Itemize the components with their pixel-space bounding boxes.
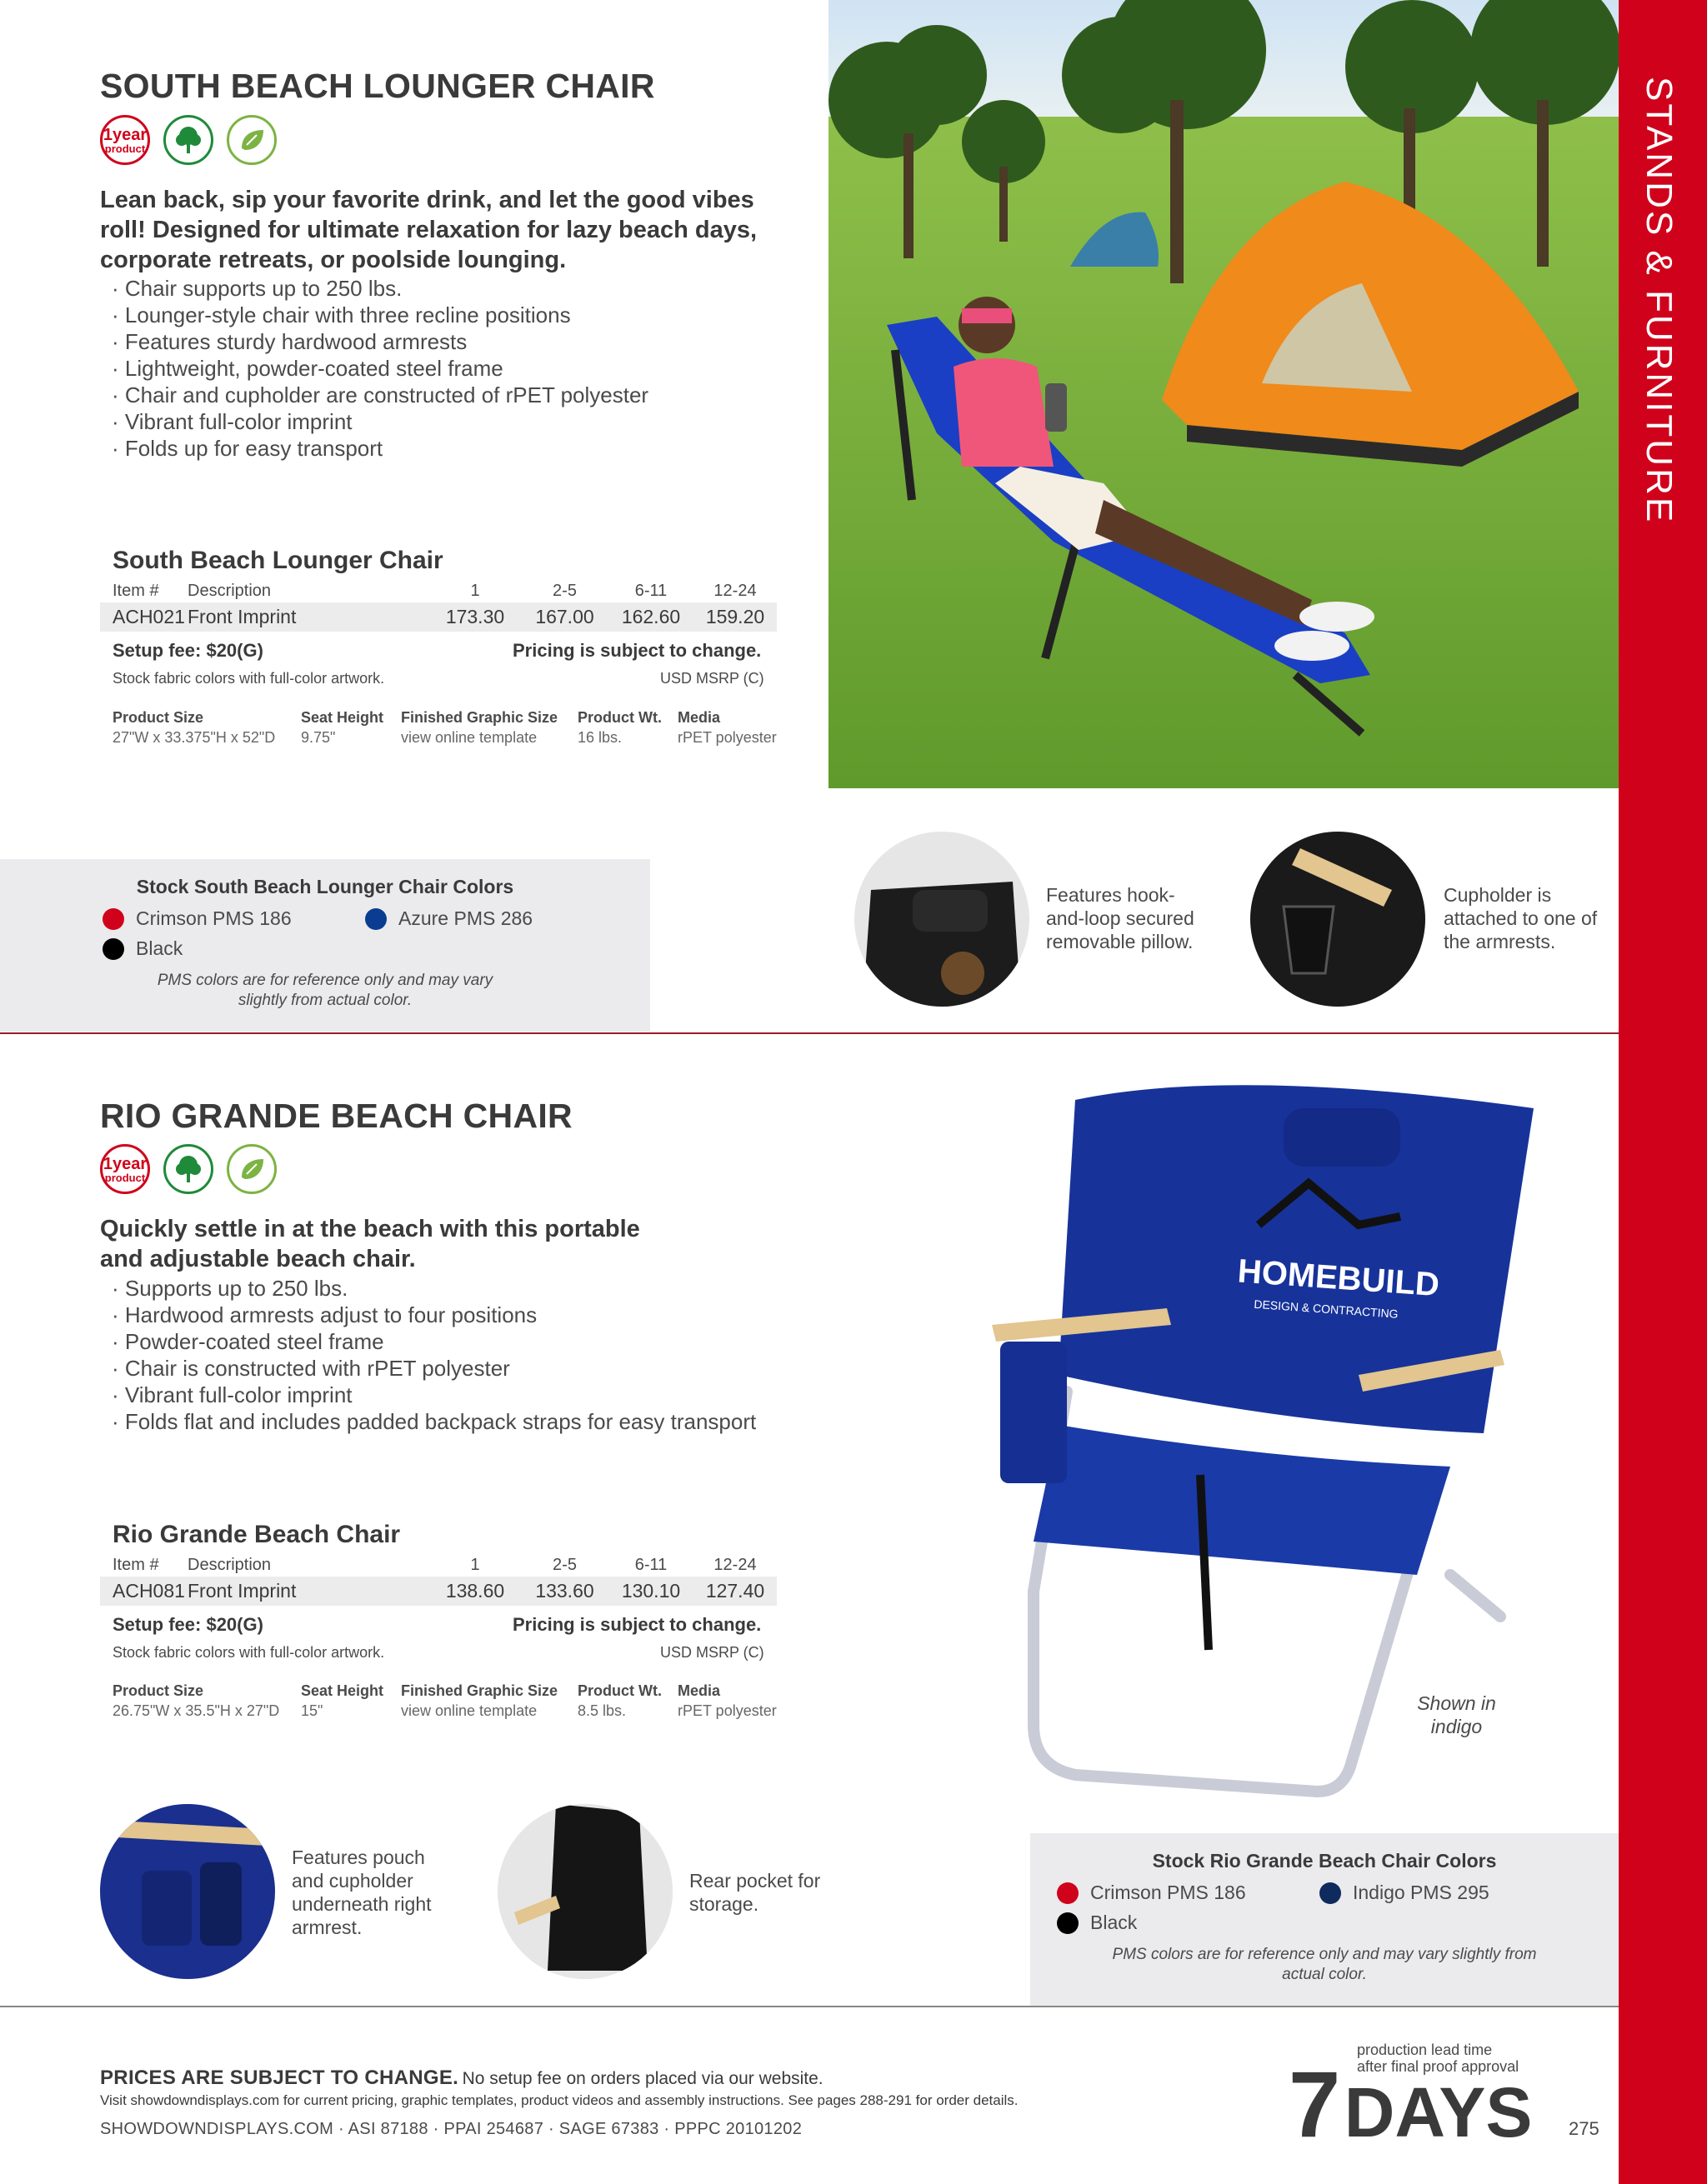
color-dot-icon [103, 908, 124, 930]
tree-icon [163, 115, 213, 165]
footer-visit: Visit showdowndisplays.com for current pricing, graphic templates, product videos and assembly instructions. See pages 288-291 for order details. [100, 2092, 1019, 2108]
lead-time-days [1289, 2052, 1533, 2157]
spec-value: 9.75" [301, 729, 336, 746]
table-header: Item # [113, 582, 159, 600]
badge-product: product [104, 1171, 146, 1184]
spec-value: rPET polyester [678, 1702, 777, 1719]
table-header: 6-11 [634, 582, 668, 600]
spec-value: 16 lbs. [578, 729, 623, 746]
section-divider [0, 1032, 1619, 1034]
spec-header: Product Size [113, 1682, 204, 1699]
pillow-detail-photo [854, 832, 1029, 1007]
color-swatch-crimson [103, 907, 292, 930]
feature-caption: Features pouch and cupholder underneath right armrest. [292, 1847, 432, 1938]
currency-note: USD MSRP (C) [660, 670, 764, 687]
pricing-subject: Pricing is subject to change. [513, 1614, 762, 1635]
color-name: Black [136, 937, 183, 959]
pouch-detail-photo [100, 1804, 275, 1979]
lead-days-word: DAYS [1344, 2073, 1533, 2152]
product2-title: RIO GRANDE BEACH CHAIR [100, 1097, 573, 1135]
price-cell: 173.30 [445, 606, 505, 627]
list-item: · Lightweight, powder-coated steel frame [112, 355, 778, 382]
shown-in-caption: Shown in indigo [1417, 1692, 1496, 1737]
color-dot-icon [365, 908, 387, 930]
feature-caption: Features hook-and-loop secured removable pillow. [1046, 884, 1194, 952]
table-header: Description [188, 582, 272, 600]
spec-value: view online template [401, 1702, 538, 1719]
list-item: · Folds flat and includes padded backpack straps for easy transport [112, 1408, 862, 1435]
badge-year: 1year [103, 125, 148, 144]
cupholder-detail-photo [1250, 832, 1425, 1007]
pricing-subject: Pricing is subject to change. [513, 640, 762, 661]
product1-hero-photo [828, 0, 1619, 788]
spec-header: Product Wt. [578, 709, 662, 726]
product1-title: SOUTH BEACH LOUNGER CHAIR [100, 67, 655, 105]
colors-note: PMS colors are for reference only and may vary slightly from actual color. [157, 972, 493, 1009]
spec-value: view online template [401, 729, 538, 746]
recycle-leaf-icon [227, 115, 277, 165]
product2-pricing-table [100, 1554, 777, 1606]
spec-value: rPET polyester [678, 729, 777, 746]
color-name: Azure PMS 286 [398, 907, 533, 929]
list-item: · Chair and cupholder are constructed of rPET polyester [112, 382, 778, 408]
color-dot-icon [1057, 1912, 1079, 1934]
item-description: Front Imprint [188, 606, 297, 627]
lead-time-line2: after final proof approval [1357, 2058, 1519, 2075]
colors-note: PMS colors are for reference only and may vary slightly from actual color. [1112, 1946, 1537, 1983]
spec-header: Seat Height [301, 709, 384, 726]
tree-icon [163, 1144, 213, 1194]
table-header: 6-11 [634, 1556, 668, 1574]
table-header: 2-5 [553, 582, 577, 600]
spec-value: 15" [301, 1702, 323, 1719]
color-swatch-black [103, 937, 183, 960]
product1-pricing-title: South Beach Lounger Chair [113, 547, 443, 574]
feature-caption: Rear pocket for storage. [689, 1870, 821, 1915]
table-row [100, 602, 777, 632]
color-swatch-black [1057, 1912, 1137, 1934]
color-name: Indigo PMS 295 [1353, 1882, 1489, 1903]
color-name: Crimson PMS 186 [136, 907, 292, 929]
color-swatch-indigo [1319, 1882, 1489, 1904]
footer-divider [0, 2006, 1619, 2007]
list-item: · Features sturdy hardwood armrests [112, 328, 778, 355]
price-cell: 130.10 [621, 1580, 681, 1602]
lead-time-line1: production lead time [1357, 2042, 1493, 2058]
table-header: 12-24 [713, 582, 757, 600]
product1-bullets [112, 275, 778, 462]
list-item: · Powder-coated steel frame [112, 1328, 862, 1355]
stock-note: Stock fabric colors with full-color artwork. [113, 670, 385, 687]
badge-year: 1year [103, 1154, 148, 1173]
price-cell: 127.40 [705, 1580, 765, 1602]
table-row [100, 1577, 777, 1606]
table-header: Item # [113, 1556, 159, 1574]
page-number: 275 [1569, 2118, 1599, 2139]
product1-lead: Lean back, sip your favorite drink, and let the good vibes roll! Designed for ultimate relaxation for lazy beach days, corporate retreats, or poolside lounging. [100, 187, 758, 273]
spec-header: Media [678, 1682, 721, 1699]
list-item: · Supports up to 250 lbs. [112, 1275, 862, 1302]
colors-title: Stock South Beach Lounger Chair Colors [136, 876, 514, 897]
color-swatch-crimson [1057, 1882, 1246, 1904]
table-header: Description [188, 1556, 272, 1574]
spec-header: Seat Height [301, 1682, 384, 1699]
spec-header: Media [678, 709, 721, 726]
chair-print-brand: HOMEBUILD [1236, 1252, 1441, 1304]
table-header: 1 [470, 582, 480, 600]
spec-header: Product Size [113, 709, 204, 726]
price-cell: 162.60 [621, 606, 681, 627]
price-cell: 167.00 [535, 606, 594, 627]
currency-note: USD MSRP (C) [660, 1644, 764, 1661]
setup-fee: Setup fee: $20(G) [113, 640, 263, 661]
list-item: · Lounger-style chair with three recline positions [112, 302, 778, 328]
color-dot-icon [103, 938, 124, 960]
setup-fee: Setup fee: $20(G) [113, 1614, 263, 1635]
product1-colors-panel [0, 859, 650, 1032]
spec-value: 27"W x 33.375"H x 52"D [113, 729, 276, 746]
product2-pricing-title: Rio Grande Beach Chair [113, 1521, 401, 1548]
stock-note: Stock fabric colors with full-color artwork. [113, 1644, 385, 1661]
side-tab-label: STANDS & FURNITURE [1639, 77, 1679, 525]
lead-days-number: 7 [1289, 2052, 1341, 2157]
rear-pocket-detail-photo [498, 1804, 673, 1979]
item-number: ACH081 [113, 1580, 185, 1602]
spec-value: 8.5 lbs. [578, 1702, 627, 1719]
warranty-badge-icon [100, 1144, 150, 1194]
badge-product: product [104, 142, 146, 155]
list-item: · Vibrant full-color imprint [112, 1382, 862, 1408]
color-name: Black [1090, 1912, 1138, 1933]
price-cell: 138.60 [445, 1580, 505, 1602]
table-header: 1 [470, 1556, 480, 1574]
list-item: · Chair supports up to 250 lbs. [112, 275, 778, 302]
color-dot-icon [1057, 1882, 1079, 1904]
product1-pricing-table [100, 580, 777, 632]
table-header: 12-24 [713, 1556, 757, 1574]
footer-ids: SHOWDOWNDISPLAYS.COM · ASI 87188 · PPAI 254687 · SAGE 67383 · PPPC 20101202 [100, 2120, 803, 2138]
product2-colors-panel [1030, 1833, 1619, 2006]
product2-lead: Quickly settle in at the beach with this portable and adjustable beach chair. [100, 1216, 640, 1272]
color-swatch-azure [365, 907, 533, 930]
footer-price-notice [100, 2067, 823, 2090]
recycle-leaf-icon [227, 1144, 277, 1194]
footer-strong: PRICES ARE SUBJECT TO CHANGE. [100, 2067, 459, 2089]
table-header: 2-5 [553, 1556, 577, 1574]
colors-title: Stock Rio Grande Beach Chair Colors [1152, 1850, 1497, 1872]
product2-badges [100, 1144, 277, 1194]
list-item: · Chair is constructed with rPET polyester [112, 1355, 862, 1382]
spec-header: Product Wt. [578, 1682, 662, 1699]
list-item: · Folds up for easy transport [112, 435, 778, 462]
feature-caption: Cupholder is attached to one of the armrests. [1444, 884, 1598, 952]
color-dot-icon [1319, 1882, 1341, 1904]
color-name: Crimson PMS 186 [1090, 1882, 1246, 1903]
price-cell: 159.20 [705, 606, 765, 627]
spec-header: Finished Graphic Size [401, 709, 558, 726]
list-item: · Vibrant full-color imprint [112, 408, 778, 435]
product1-badges [100, 115, 277, 165]
item-number: ACH021 [113, 606, 185, 627]
spec-value: 26.75"W x 35.5"H x 27"D [113, 1702, 280, 1719]
warranty-badge-icon [100, 115, 150, 165]
item-description: Front Imprint [188, 1580, 297, 1602]
chair-print-sub: DESIGN & CONTRACTING [1253, 1297, 1399, 1321]
side-tab [1619, 0, 1707, 2184]
product2-bullets [112, 1275, 862, 1435]
list-item: · Hardwood armrests adjust to four positions [112, 1302, 862, 1328]
footer-strong-rest: No setup fee on orders placed via our website. [462, 2069, 823, 2088]
price-cell: 133.60 [535, 1580, 594, 1602]
spec-header: Finished Graphic Size [401, 1682, 558, 1699]
